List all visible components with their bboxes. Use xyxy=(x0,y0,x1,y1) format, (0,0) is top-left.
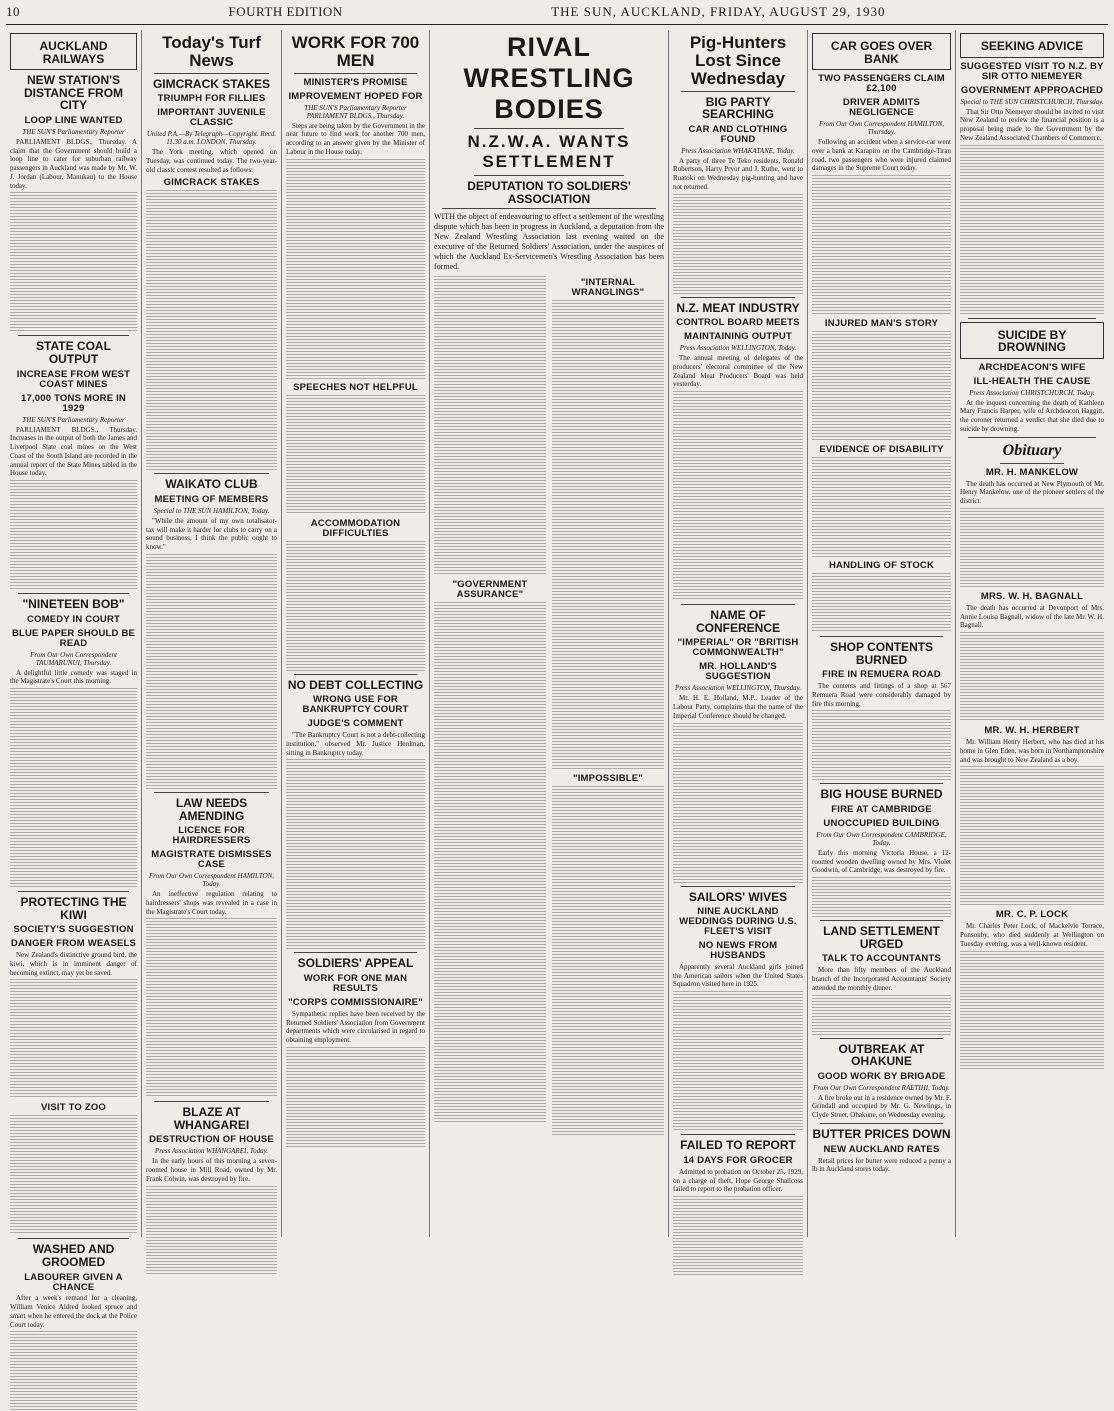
lead: PARLIAMENT BLDGS., Thursday. A claim that the Government should build a loop line to cater for suburban railway passengers in Auckland was made by Mr. W. J. Jordan (Labour, Manukau) to the House today. xyxy=(10,137,137,190)
headline: WASHED AND GROOMED xyxy=(32,1242,115,1269)
deck: UNOCCUPIED BUILDING xyxy=(823,817,940,829)
lead: Mr. William Henry Herbert, who has died at his home in Glen Eden, was born in Northamptonshire and was brought to New Zealand as a boy. xyxy=(960,738,1104,764)
headline: SUICIDE BY DROWNING xyxy=(997,327,1067,355)
body-text xyxy=(286,759,425,949)
deck: DANGER FROM WEASELS xyxy=(10,938,137,950)
obituary-name: MR. W. H. HERBERT xyxy=(984,725,1080,737)
body-text xyxy=(960,632,1104,722)
headline: Today's Turf News xyxy=(162,33,261,70)
deck: DESTRUCTION OF HOUSE xyxy=(149,1134,274,1146)
headline: SEEKING ADVICE xyxy=(980,39,1084,53)
headline: AUCKLAND RAILWAYS xyxy=(39,39,108,66)
lead: In the early hours of this morning a seven-roomed house in Mill Road, owned by Mr. Frank Colwin, was destroyed by fire. xyxy=(146,1157,277,1183)
body-text xyxy=(286,159,425,379)
car-over-bank-box xyxy=(812,33,951,70)
body-text xyxy=(960,766,1104,906)
byline: From Our Own Correspondent RAETIHI, Today. xyxy=(813,1083,950,1092)
byline: From Our Own Correspondent CAMBRIDGE, Today. xyxy=(816,830,947,847)
body-text xyxy=(286,395,425,515)
subhead: LICENCE FOR HAIRDRESSERS xyxy=(172,825,251,847)
subhead: N.Z.W.A. WANTS SETTLEMENT xyxy=(467,132,631,171)
headline: CAR GOES OVER BANK xyxy=(830,39,933,66)
subhead: ARCHDEACON'S WIFE xyxy=(978,361,1086,373)
body-text xyxy=(812,573,951,633)
headline: N.Z. MEAT INDUSTRY xyxy=(676,300,800,315)
lead: The annual meeting of delegates of the producers' electoral committee of the New Zealand Meat Producers' Board was held yesterday. xyxy=(673,354,803,389)
headline: WORK FOR 700 MEN xyxy=(291,33,420,70)
subhead: NEW STATION'S DISTANCE FROM CITY xyxy=(23,73,124,113)
column-1 xyxy=(6,30,142,1329)
headline: STATE COAL OUTPUT xyxy=(36,339,111,367)
deck: LOOP LINE WANTED xyxy=(24,114,123,126)
byline: From Our Own Correspondent HAMILTON, Thursday. xyxy=(818,120,945,137)
column-3 xyxy=(282,30,430,1237)
crosshead: "GOVERNMENT ASSURANCE" xyxy=(452,579,528,601)
suicide-box xyxy=(960,322,1104,359)
crosshead: "INTERNAL WRANGLINGS" xyxy=(571,277,645,299)
obituary-name: MRS. W. H. BAGNALL xyxy=(980,590,1084,602)
body-text xyxy=(673,723,803,883)
byline: From Our Own Correspondent HAMILTON, Today. xyxy=(148,872,275,889)
lead: The death has occurred at New Plymouth of Mr. Henry Mankelow, one of the pioneer settlers of the district. xyxy=(960,479,1104,506)
columns xyxy=(6,30,1108,1329)
subhead: FIRE AT CAMBRIDGE xyxy=(831,803,932,815)
byline: Press Association WHANGAREI, Today. xyxy=(154,1147,269,1156)
seeking-advice-box xyxy=(960,33,1104,58)
byline: Special to THE SUN CHRISTCHURCH, Thursday. xyxy=(960,97,1104,106)
body-text xyxy=(673,1196,803,1276)
column-2 xyxy=(142,30,282,1237)
lead: A party of three Te Teko residents, Ronald Robertson, Harry Pryor and J. Ruthe, went to Ruatoki on Wednesday pig-hunting and have not returned. xyxy=(673,156,803,191)
body-text xyxy=(286,1047,425,1147)
deck: JUDGE'S COMMENT xyxy=(307,718,404,730)
column-8 xyxy=(956,30,1108,1237)
crosshead: SPEECHES NOT HELPFUL xyxy=(293,381,418,393)
lead: The contents and fittings of a shop at 567 Remuera Road were considerably damaged by fire this morning. xyxy=(812,682,951,708)
lead: At the inquest concerning the death of Kathleen Mary Francis Harper, wife of Archdeacon Haggitt, the coroner returned a verdict that she died due to suicide by drowning. xyxy=(960,398,1104,433)
lead: Early this morning Victoria House, a 12-roomed wooden dwelling owned by Mrs. Violet Goodwin, of Cambridge, was destroyed by fire. xyxy=(812,848,951,875)
deck: NO NEWS FROM HUSBANDS xyxy=(698,940,778,961)
lead: Steps are being taken by the Government in the near future to find work for another 700 men, according to an answer given by the Minister of Labour in the House today. xyxy=(286,121,425,156)
lead: Following an accident when a service-car went over a bank at Karapiro on the Cambridge-Tirau road, two passengers who were injured claimed damages in the Supreme Court today. xyxy=(812,138,951,173)
body-text xyxy=(552,786,664,1136)
lead: More than fifty members of the Auckland branch of the Incorporated Accountants' Society attended the monthly dinner. xyxy=(812,966,951,992)
subhead: CONTROL BOARD MEETS xyxy=(676,317,800,329)
subhead: SUGGESTED VISIT TO N.Z. BY SIR OTTO NIEMEYER xyxy=(960,60,1104,82)
headline: SAILORS' WIVES xyxy=(688,889,788,904)
crosshead: GIMCRACK STAKES xyxy=(163,177,260,189)
headline: RIVAL WRESTLING BODIES xyxy=(463,32,635,124)
headline: BLAZE AT WHANGAREI xyxy=(173,1105,250,1132)
subhead: MINISTER'S PROMISE xyxy=(303,76,408,88)
byline: United P.A.—By Telegraph—Copyright. Recd. 11.30 a.m. LONDON, Thursday. xyxy=(146,130,277,147)
headline: WAIKATO CLUB xyxy=(165,477,258,492)
obituary-name: MR. H. MANKELOW xyxy=(985,466,1079,478)
lead: Apparently several Auckland girls joined the American sailors when the United States Squadron visited here in 1925. xyxy=(673,962,803,989)
body-text xyxy=(10,1115,137,1235)
body-text xyxy=(146,554,277,789)
deck: LABOURER GIVEN A CHANCE xyxy=(24,1271,123,1293)
lead: Retail prices for butter were reduced a penny a lb in Auckland stores today. xyxy=(812,1156,951,1174)
headline: NO DEBT COLLECTING xyxy=(287,677,424,692)
byline: THE SUN'S Parliamentary Reporter PARLIAMENT BLDGS., Thursday. xyxy=(304,103,407,120)
crosshead: HANDLING OF STOCK xyxy=(828,560,935,571)
subhead: NINE AUCKLAND WEDDINGS DURING U.S. FLEET'S VISIT xyxy=(679,906,797,938)
byline: THE SUN'S Parliamentary Reporter xyxy=(22,127,125,136)
paper-title: THE SUN, AUCKLAND, FRIDAY, AUGUST 29, 1930 xyxy=(551,4,886,19)
subhead: INCREASE FROM WEST COAST MINES xyxy=(16,368,131,390)
body-text xyxy=(673,391,803,601)
body-text xyxy=(960,145,1104,315)
deck: 14 DAYS FOR GROCER xyxy=(683,1154,793,1166)
column-5 xyxy=(668,30,808,1237)
subhead: MEETING OF MEMBERS xyxy=(154,494,269,505)
headline: PROTECTING THE KIWI xyxy=(20,895,127,922)
lead: Sympathetic replies have been received by the Returned Soldiers' Association from Government departments which were circularised in regard to obtaining employment. xyxy=(286,1009,425,1045)
body-text xyxy=(10,688,137,888)
lead: A delightful little comedy was staged in the Magistrate's Court this morning. xyxy=(10,668,137,686)
subhead: WORK FOR ONE MAN RESULTS xyxy=(303,972,408,994)
lead: After a week's remand for a cleaning, William Venice Aldred looked spruce and smart when he entered the dock at the Police Court today. xyxy=(10,1294,137,1329)
headline: SOLDIERS' APPEAL xyxy=(297,956,414,971)
body-text xyxy=(812,331,951,441)
body-text xyxy=(960,508,1104,588)
obituary-name: MR. C. P. LOCK xyxy=(995,909,1069,921)
masthead xyxy=(6,4,1108,25)
byline: From Our Own Correspondent TAUMARUNUI, Thursday. xyxy=(30,650,117,667)
crosshead: "IMPOSSIBLE" xyxy=(573,773,643,785)
subhead: GIMCRACK STAKES xyxy=(152,76,271,91)
deck: GOOD WORK BY BRIGADE xyxy=(817,1070,946,1082)
page-number: 10 xyxy=(6,4,20,19)
body-text xyxy=(552,300,664,770)
center-story xyxy=(430,30,668,1237)
body-text xyxy=(146,190,277,470)
lead: An ineffective regulation relating to hairdressers' shops was revealed in a case in the Magistrate's Court today. xyxy=(146,890,277,916)
body-text xyxy=(10,979,137,1099)
byline: THE SUN'S Parliamentary Reporter xyxy=(22,415,125,424)
body-text xyxy=(10,192,137,332)
deck: CAR AND CLOTHING FOUND xyxy=(688,123,788,145)
lead: Admitted to probation on October 25, 1929, on a charge of theft, Hope George Shallcoss failed to report to the probation officer. xyxy=(673,1167,803,1194)
edition-label: FOURTH EDITION xyxy=(228,4,343,19)
lead: "While the amount of my own totalisator-tax will make it harder for clubs to carry on a sound business, I think the public ought to know." xyxy=(146,516,277,552)
subhead: SOCIETY'S SUGGESTION xyxy=(13,924,134,936)
deck: MR. HOLLAND'S SUGGESTION xyxy=(699,661,777,683)
lead: "The Bankruptcy Court is not a debt-collecting institution," observed Mr. Justice Herdman, sitting in Bankruptcy today. xyxy=(286,731,425,757)
byline: Press Association WHAKATANE, Today. xyxy=(681,146,795,155)
subhead: "IMPERIAL" OR "BRITISH COMMONWEALTH" xyxy=(677,637,799,659)
deck: BLUE PAPER SHOULD BE READ xyxy=(11,627,136,649)
deck: ILL-HEALTH THE CAUSE xyxy=(973,375,1091,387)
subhead: BIG PARTY SEARCHING xyxy=(701,94,774,122)
deck: TRIUMPH FOR FILLIES xyxy=(157,93,266,105)
headline: LAW NEEDS AMENDING xyxy=(175,795,248,823)
deck: MAINTAINING OUTPUT xyxy=(684,331,792,343)
crosshead: EVIDENCE OF DISABILITY xyxy=(819,444,944,456)
headline: LAND SETTLEMENT URGED xyxy=(823,924,940,951)
deck: IMPORTANT JUVENILE CLASSIC xyxy=(157,107,266,129)
headline: Pig-Hunters Lost Since Wednesday xyxy=(689,33,787,88)
deck: DEPUTATION TO SOLDIERS' ASSOCIATION xyxy=(467,179,631,206)
crosshead: ACCOMMODATION DIFFICULTIES xyxy=(310,517,401,539)
body-text xyxy=(812,710,951,780)
headline: FAILED TO REPORT xyxy=(680,1138,796,1153)
deck: DRIVER ADMITS NEGLIGENCE xyxy=(842,97,921,119)
deck: TALK TO ACCOUNTANTS xyxy=(821,953,942,965)
deck: "CORPS COMMISSIONAIRE" xyxy=(288,996,423,1008)
deck: MAGISTRATE DISMISSES CASE xyxy=(151,849,272,871)
column-7 xyxy=(808,30,956,1237)
crosshead: VISIT TO ZOO xyxy=(40,1102,107,1114)
lead: That Sir Otto Niemeyer should be invited to visit New Zealand to review the financial position is a proposal being made to the Government by the New Zealand Associated Chambers of Commerce. xyxy=(960,107,1104,142)
body-text xyxy=(146,1186,277,1276)
headline: BIG HOUSE BURNED xyxy=(820,787,943,802)
headline: "NINETEEN BOB" xyxy=(22,597,125,611)
byline: Press Association WELLINGTON, Today. xyxy=(679,344,797,353)
byline: Press Association CHRISTCHURCH, Today. xyxy=(969,388,1095,397)
lead: Mr. Charles Peter Lock, of Mackelvie Terrace, Ponsonby, who died suddenly at Wellington on Tuesday evening, was a well-known resident. xyxy=(960,922,1104,948)
body-text xyxy=(10,480,137,590)
body-text xyxy=(146,918,277,1098)
headline: SHOP CONTENTS BURNED xyxy=(829,639,934,667)
obituary-heading: Obituary xyxy=(1002,441,1062,459)
body-text xyxy=(673,194,803,294)
subhead: COMEDY IN COURT xyxy=(26,613,121,625)
crosshead: INJURED MAN'S STORY xyxy=(824,318,939,330)
byline: Press Association WELLINGTON, Thursday. xyxy=(674,684,802,693)
deck: NEW AUCKLAND RATES xyxy=(823,1143,940,1155)
auckland-railways-box xyxy=(10,33,137,70)
deck: FIRE IN REMUERA ROAD xyxy=(822,669,941,681)
body-text xyxy=(10,1331,137,1411)
subhead: WRONG USE FOR BANKRUPTCY COURT xyxy=(302,694,409,716)
deck: IMPROVEMENT HOPED FOR xyxy=(288,90,423,102)
body-text xyxy=(812,995,951,1035)
body-text xyxy=(434,602,546,1122)
body-text xyxy=(960,951,1104,1071)
lead: PARLIAMENT BLDGS., Thursday. Increases in the output of both the James and Liverpool State coal mines on the West Coast of the South Island are recorded in the annual report of the State Mines tabled in the House today. xyxy=(10,425,137,478)
lead: The York meeting, which opened on Tuesday, was continued today. The two-year-old classic contest resulted as follows: xyxy=(146,148,277,174)
lead: WITH the object of endeavouring to effect a settlement of the wrestling dispute which has been in progress in Auckland, a deputation from the New Zealand Wrestling Association last evening waited on the executive of the Returned Soldiers' Association, under the auspices of which the Auckland Ex-Servicemen's Wrestling Association has been formed. xyxy=(434,212,664,272)
lead: A fire broke out in a residence owned by Mr. F. Grindall and occupied by Mr. G. Newlings, in Clyde Street, Ohakune, on Wednesday evening. xyxy=(812,1093,951,1120)
byline: Special to THE SUN HAMILTON, Today. xyxy=(153,506,270,515)
body-text xyxy=(812,877,951,917)
body-text xyxy=(434,276,546,576)
headline: BUTTER PRICES DOWN xyxy=(812,1126,951,1141)
headline: OUTBREAK AT OHAKUNE xyxy=(838,1041,925,1069)
deck: 17,000 TONS MORE IN 1929 xyxy=(21,392,126,414)
subhead: TWO PASSENGERS CLAIM £2,100 xyxy=(818,73,945,95)
body-text xyxy=(286,541,425,671)
lead: New Zealand's distinctive ground bird, the kiwi, which is in imminent danger of becoming extinct, may yet be saved. xyxy=(10,951,137,977)
headline: NAME OF CONFERENCE xyxy=(695,608,780,635)
body-text xyxy=(812,175,951,315)
lead: Mr. H. E. Holland, M.P., Leader of the Labour Party, complains that the name of the Imperial Conference should be changed. xyxy=(673,694,803,720)
body-text xyxy=(812,457,951,557)
body-text xyxy=(673,991,803,1131)
lead: The death has occurred at Devonport of Mrs. Annie Louisa Bagnall, widow of the late Mr. W. H. Bagnall. xyxy=(960,603,1104,630)
deck: GOVERNMENT APPROACHED xyxy=(960,84,1104,96)
